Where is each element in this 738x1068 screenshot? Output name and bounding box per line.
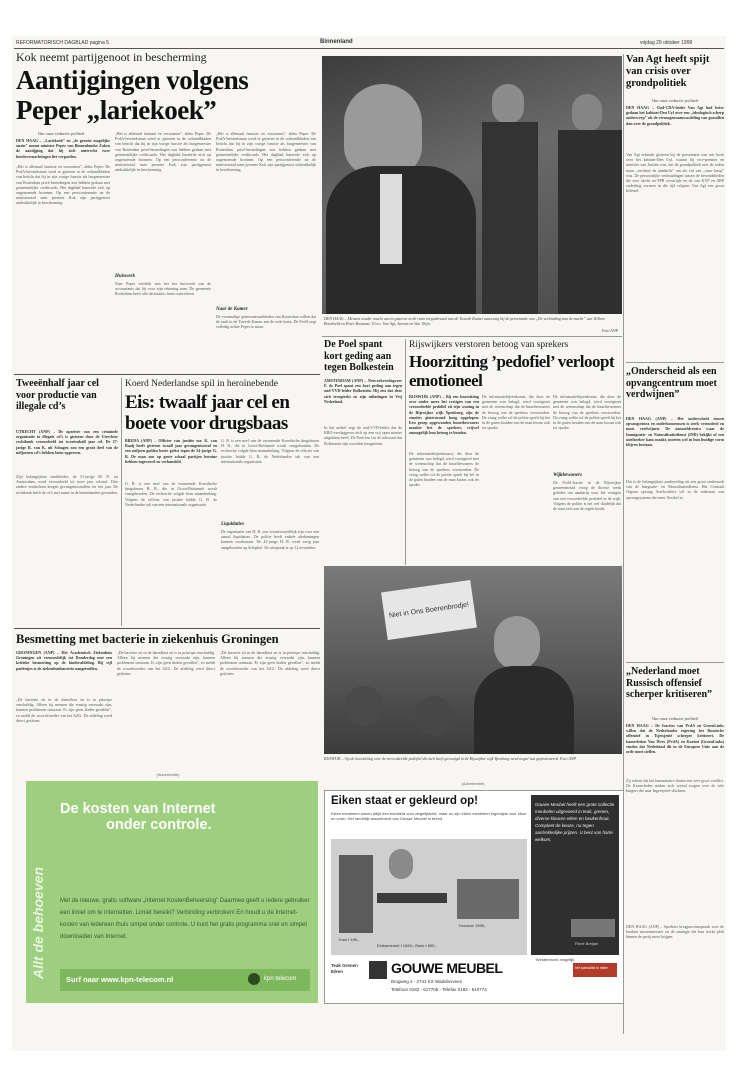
photo-top-credit: Foto ANP (602, 328, 619, 333)
rijswijk-subhead: Wijkbewoners (553, 473, 582, 478)
ad-meubel-body: Eiken meubelen waren altijd een boetheid voor degelijkheid, maar nu zijn eiken meubelen eigentijds voor kleur en vorm. Het landelijk assortiment van Gouwe Meubel is breed. (331, 811, 527, 821)
photo-table (377, 893, 447, 903)
russisch-body: Zij achten dat het humanitaire drama een zeer groot conflict. De Kamerleden maken zich vooral zorgen over de vele burgers die naar Ingoesjetië vluchten. (626, 778, 724, 794)
ad-meubel-tag-text: het specialist in eiken (575, 966, 609, 970)
lead-intro: DEN HAAG – „Lariekoek” en „de grootst mogelijke onzin” noemt minister Peper van Binnenlandse Zaken de aantijging dat hij zich onterecht twee hotelovernachtingen liet vergoeden. (16, 138, 110, 159)
lead-body-col3: „Het is allemaal fantasie en verzonnen”, aldus Peper. De PvdA-bewindsman werd er gisteren in de ochtendbladen van beticht dat hij in zijn vorige functie als burgemeester van Rotterdam privé-bestedingen zou hebben gedaan met gemeentelijke creditcards. Het dagblad baseerde zich op ongenoemde bronnen. Op een persconferentie na de ministerraad nam premier Kok zijn partijgenoot uitdrukkelijk in bescherming. (216, 131, 316, 173)
right-rule-1 (626, 362, 724, 363)
vanagt-body: Van Agt erkende gisteren bij de presentatie van een boek over het kabinet-Den Uyl, waarin hij vice-premier en minister van Justitie was, dat de grondpolitiek niet de zeden maar „verdient de aandacht” om als val van „onze knop” was. De persoonlijke verhoudingen tussen de bewindslieden die zeer slecht en PPR overtrijds en de van KVP en ARP onderling vormen in die tijd volgens Van Agt een groot beletsel. (626, 152, 724, 194)
header-rule (14, 48, 724, 49)
groningen-body-col1: „De bacterie zit in de darmflora en is in principe onschuldig. Alleen bij mensen die ernstig verzwakt zijn, kunnen problemen ontstaan. Er zijn geen doden gevallen”, zo meldt de woordvoerder van het AZG. De afdeling werd direct gesloten. (16, 697, 112, 723)
lead-byline: Van onze redactie politiek (37, 131, 85, 136)
ad-meubel-label: (Advertentie) (461, 781, 485, 786)
ad-meubel-shop: ‘Westerbroek mogelijk (535, 957, 575, 962)
photo-top-caption: DEN HAAG – Mensen zonder macht waren gisteren in de ruim vergaderzaal van de Tweede Kamer aanwezig bij de presentatie van „De verbinding aan de macht” van Willem Breedveld en Peter Bootsma. V.l.n.r. Van Agt, Aarsen en Van Thijn. (324, 316, 605, 326)
lead-subhead-huiswerk: Huiswerk (115, 274, 136, 279)
lead-kicker: Kok neemt partijgenoot in bescherming (16, 50, 207, 64)
ad-meubel-side-text: Gouwe Meubel heeft een grote collectie meubelen uitgevoerd in teak, grenen, diverse kleuren eiken en beukenhout. Compleet de keuze, nu tegen aantrekkelijke prijzen. U bent van harte welkom. (535, 802, 615, 842)
russisch-brief: DEN HAAG (ANP) – Sprekers brugprocensopraak voor de honkrei missenmeester en de strategie die hun sterke plek binnen de partij moet krijgen. (626, 924, 724, 940)
photo-figure-head (344, 84, 422, 176)
ad-internet-cta-bar[interactable] (60, 969, 310, 991)
groningen-intro: GRONINGEN (ANP) – Het Academisch Ziekenhuis Groningen zit vermoedelijk tot Donderdag met een kritieke besmetting op de kinderafdeling. Bij vijf patiëntjes is de ziekenhuisbacterie aangetroffen. (16, 650, 112, 671)
ad-meubel-price-1: Dressoir 1395,- (459, 923, 487, 928)
header-left: REFORMATORISCH DAGBLAD pagina 5 (16, 40, 109, 46)
rijswijk-body-col3: De informatiebijeenkomst, die door de gemeente was belegd, werd voortgezet met de wetenschap dat de buurtbewoners de betoog van de sprekers verstoorden. De vraag welke rol de politie speelt bij het in de gaten houden van de man kwam ook ter sprake. (553, 394, 621, 431)
cd-headline: Tweeënhalf jaar cel voor productie van illegale cd’s (16, 378, 99, 412)
photo-politicians (322, 56, 622, 314)
groningen-headline: Besmetting met bacterie in ziekenhuis Groningen (16, 632, 279, 646)
lead-headline-1: Aantijgingen volgens (16, 65, 249, 95)
drugs-headline-1: Eis: twaalf jaar cel en (125, 392, 290, 413)
photo-bg-person-1 (492, 84, 524, 124)
newspaper-page (12, 36, 726, 1051)
groningen-body-col2: „De bacterie zit in de darmflora en is in principe onschuldig. Alleen bij mensen die ernstig verzwakt zijn, kunnen problemen ontstaan. Er zijn geen doden gevallen”, zo meldt de woordvoerder van het AZG. De afdeling werd direct gesloten. (117, 650, 215, 676)
ad-internet-cta[interactable]: Surf naar www.kpn-telecom.nl (66, 975, 174, 984)
lead-bottom-rule (14, 374, 320, 375)
gouwe-meubel-logo-icon (369, 961, 387, 979)
poel-body: In het artikel zegt de oud-VVD-leider dat de KRO-verslaggever zich op een vrij open manier uitgelaten heeft. De Poel eist via de advocaat dat Bolkestein zijn woorden terugneemt. (324, 425, 402, 446)
ondercheid-headline: „Onderscheid als een opvangcentrum moet verdwijnen” (626, 366, 717, 400)
photo-woman-head (494, 616, 540, 670)
ad-meubel-signature: René Breijan (575, 941, 599, 946)
groningen-body-col3: „De bacterie zit in de darmflora en is in principe onschuldig. Alleen bij mensen die ernstig verzwakt zijn, kunnen problemen ontstaan. Er zijn geen doden gevallen”, zo meldt de woordvoerder van het AZG. De afdeling werd direct gesloten. (220, 650, 320, 676)
lead-headline-2: Peper „lariekoek” (16, 95, 217, 125)
ad-meubel-brand: GOUWE MEUBEL (391, 960, 503, 976)
ad-internet[interactable] (26, 781, 318, 1003)
photo-woman-body (474, 666, 574, 754)
photo-bg-person-2 (572, 94, 602, 132)
lead-body-col1: „Het is allemaal fantasie en verzonnen”, aldus Peper. De PvdA-bewindsman werd er gisteren in de ochtendbladen van beticht dat hij in zijn vorige functie als burgemeester van Rotterdam privé-bestedingen zou hebben gedaan met gemeentelijke creditcards. Het dagblad baseerde zich op ongenoemde bronnen. Op een persconferentie na de ministerraad nam premier Kok zijn partijgenoot uitdrukkelijk in bescherming. (16, 164, 110, 206)
photo-rijswijk-caption: RIJSWIJK – Op de hoorzitting over de veroordeelde pedofiel die zich heeft gevestigd in de Rijswijkse wijk Ypenburg werd nogal wat geprotesteerd. Foto ANP (324, 756, 576, 761)
protest-banner (381, 580, 477, 640)
ad-internet-headline-2: onder controle. (106, 817, 212, 833)
mid-rule (322, 336, 622, 337)
lead-body-col2: „Het is allemaal fantasie en verzonnen”, aldus Peper. De PvdA-bewindsman werd er gisteren in de ochtendbladen van beticht dat hij in zijn vorige functie als burgemeester van Rotterdam privé-bestedingen zou hebben gedaan met gemeentelijke creditcards. Het dagblad baseerde zich op ongenoemde bronnen. Op een persconferentie na de ministerraad nam premier Kok zijn partijgenoot uitdrukkelijk in bescherming. (115, 131, 211, 173)
ad-internet-headline-1: De kosten van Internet (60, 801, 216, 817)
poel-headline: De Poel spant kort geding aan tegen Bolkestein (324, 339, 394, 373)
ad-meubel-tag (573, 963, 617, 977)
lead-body-col3b: De voormalige gemeenteraadsleden van Rotterdam willen dat de zaak in de Tweede Kamer aan de orde komt. De PvdA zegt volledig achter Peper te staan. (216, 314, 316, 330)
ad-internet-brand: kpn telecom (264, 976, 297, 982)
ad-meubel-headline: Eiken staat er gekleurd op! (331, 795, 478, 807)
lead-body-col2b: Naar Peper vertelde was het het huiswerk van de accountants dat hij voor zijn rekening nam. De gemeente Rotterdam heeft alle declaraties laten controleren. (115, 281, 211, 297)
photo-cabinet (339, 855, 373, 933)
drugs-body-col1: G. B. is een neef van de vermeende Koerdische drugsbaron H. B., die in Groot-Brittannië wordt vastgehouden. De recherche volgde hem maandenlang. Volgens de officier van justitie leidde G. B. de Nederlandse tak van een internationale organisatie. (125, 481, 217, 507)
russisch-headline: „Nederland moet Russisch offensief scherper kritiseren” (626, 666, 713, 700)
photo-bg-person-1-body (482, 122, 538, 314)
photo-plant (389, 849, 413, 879)
vanagt-intro: DEN HAAG – Oud-CDA-leider Van Agt had beter gedaan het kabinet-Den Uyl over een „ideologisch scherp onderwerp” als de vermogensaanwasdeling van grasallen dan over de grondpolitiek. (626, 105, 724, 126)
drugs-intro: BREDA (ANP) – Officier van justitie mr. K. van Raaij heeft gisteren twaalf jaar gevangenisstraf en een miljoen gulden boete geëist tegen de 54-jarige G. B. De man zou op grote schaal partijen heroïne hebben ingevoerd en verhandeld. (125, 438, 217, 464)
cd-intro: UTRECHT (ANP) – De opzetter van een criminele organisatie in illegale cd’s is gisteren door de Utrechtse rechtbank veroordeeld tot tweeëenhalf jaar cel. De 27-jarige R. van K. uit Schagen zou een groot deel van de miljoenen cd’s hebben laten oppersen. (16, 429, 118, 455)
kpn-logo-icon (248, 973, 260, 985)
russisch-intro: DEN HAAG – De fracties van PvdA en GroenLinks willen dat de Nederlandse regering het Russische offensief in Tsjetsjenië scherper kritiseert. De kamerleden Van Wees (PvdA) en Karimi (GroenLinks) vinden dat Nederland dit in de Europese Unie aan de orde moet stellen. (626, 723, 724, 755)
photo-figure-shirt (380, 174, 402, 264)
drugs-kicker: Koerd Nederlandse spil in heroïnebende (125, 379, 279, 389)
header-date: vrijdag 29 oktober 1999 (640, 40, 693, 46)
protest-banner-text: Niet in Ons Boerenbrodje! (388, 600, 470, 620)
drugs-headline-2: boete voor drugsbaas (125, 413, 288, 434)
rijswijk-intro: RIJSWIJK (ANP) – Bij een hoorzitting over onder meer het vestigen van een veroordeelde pedofiel zit zijn woning in de Rijswijkse wijk Ypenburg, zijn de emoties gisteravond hoog opgelopen. Een groep opgewonden buurtbewoners maakte het de sprekers vrijwel onmogelijk hun betoog te houden. (409, 394, 479, 436)
ondercheid-body: Dat is de belangrijkste aanbeveling uit een groot onderzoek van de Integratie- en Naturalisatiedienst. Het Centraal Orgaan opvang Asielzoekers wil in de toekomst een opvangsysteem dat meer flexibel is. (626, 479, 724, 500)
lead-subhead-kamer: Naar de Kamer (216, 307, 248, 312)
cd-body: Zijn belangrijkste medeleider, de 31-jarige M. N. uit Amsterdam, werd veroordeeld tot twee jaar celstraf. Drie andere verdachten kregen gevangenisstraffen tot een jaar. De rechtbank heeft de cd’s met name in de buitenlanden gevonden. (16, 474, 118, 495)
ad-meubel-photo (331, 839, 527, 955)
photo-crowd-1 (344, 686, 384, 726)
groningen-rule (14, 628, 320, 629)
ad-internet-label: (Advertentie) (156, 772, 180, 777)
poel-divider (405, 339, 406, 565)
ad-internet-vertical-band (28, 791, 48, 991)
right-rule-2 (626, 662, 724, 663)
ondercheid-intro: DEN HAAG (ANP) – Het onderscheid tussen opvangcentra en onderkomenssen is sterk verouderd en moet verdwijnen. De aanmeldcentra waar de Immigratie- en Naturalisatiedienst (IND) bekijkt of een asielzoeker kans maakt, moeten wel in hun huidige vorm blijven bestaan. (626, 416, 724, 448)
drugs-body-col2b: De organisatie van H. B. zou verantwoordelijk zijn voor een aantal liquidaties. De politie heeft enkele afrekeningen kunnen voorkomen. De 43-jarige H. B. werd vorig jaar aangehouden op Schiphol. De uitspraak is op 12 november. (221, 529, 319, 550)
ad-meubel-price-2: Kast f 495,- (339, 937, 360, 942)
rijswijk-kicker: Rijswijkers verstoren betoog van sprekers (409, 340, 569, 350)
ad-meubel-portrait (571, 919, 615, 937)
drugs-subhead: Liquidaties (221, 522, 245, 527)
drugs-body-col2: G. B. is een neef van de vermeende Koerdische drugsbaron H. B., die in Groot-Brittannië wordt vastgehouden. De recherche volgde hem maandenlang. Volgens de officier van justitie leidde G. B. de Nederlandse tak van een internationale organisatie. (221, 438, 319, 464)
ad-internet-vertical-text: Allt de behoeven (30, 866, 46, 979)
photo-crowd-2 (414, 696, 454, 736)
rijswijk-body-col3b: De PvdA-fractie in de Rijswijkse gemeenteraad vroeg de directe week geleden om aandacht voor het vestigen van een veroordeelde pedofiel in de wijk. Volgens de politie is het wel duidelijk dat de man zich aan de regels houdt. (553, 480, 621, 512)
ad-internet-body: Met de nieuwe, gratis software „Internet KostenBeheersing” Daarmee geeft u iedere gebruiker een limiet om te internetten. Limiet bereikt? Verbinding verbroken! En houdt u de Internet-kosten van iedereen thuis simpel onder controle. U kunt het gratis programma snel en simpel downloaden van Internet. (60, 898, 310, 940)
rijswijk-body-col2: De informatiebijeenkomst, die door de gemeente was belegd, werd voortgezet met de wetenschap dat de buurtbewoners de betoog van de sprekers verstoorden. De vraag welke rol de politie speelt bij het in de gaten houden van de man kwam ook ter sprake. (482, 394, 550, 431)
ad-meubel-side-box (531, 795, 619, 955)
photo-hoorzitting (324, 566, 622, 754)
photo-bg-person-2-body (558, 130, 622, 314)
rijswijk-headline: Hoorzitting ’pedofiel’ verloopt emotioneel (409, 352, 615, 390)
column-divider-left (121, 378, 122, 626)
ad-meubel-badge: Teak Grenen Eiken (331, 963, 358, 974)
vanagt-byline: Van onze redactie politiek (651, 98, 699, 103)
photo-dresser (457, 879, 519, 919)
ad-meubel-phone: Telefoon 0182 - 617705 - Telefax 0182 - 610774 (391, 987, 487, 992)
ad-meubel-address: Brugweg 2 - 2741 KX Waddinxveen (391, 979, 463, 984)
rijswijk-body-col1: De informatiebijeenkomst, die door de gemeente was belegd, werd voortgezet met de wetenschap dat de buurtbewoners de betoog van de sprekers verstoorden. De vraag welke rol de politie speelt bij het in de gaten houden van de man kwam ook ter sprake. (409, 451, 479, 488)
section-name: Binnenland (320, 39, 353, 45)
russisch-byline: Van onze redactie politiek (651, 716, 699, 721)
ad-meubel[interactable] (324, 790, 624, 1004)
ad-meubel-price-3: Eetkamerset f 1695,- Bank f 895,- (377, 943, 437, 948)
poel-intro: AMSTERDAM (ANP) – Netwerkverdagvoer F. de Poel spant een kort geding aan tegen oud-VVD-leider Bolkestein. Hij eist dat deze zich terugtrekt en zijn uitlatingen in Vrij Nederland. (324, 378, 402, 404)
vanagt-headline: Van Agt heeft spijt van crisis over grondpolitiek (626, 54, 710, 89)
